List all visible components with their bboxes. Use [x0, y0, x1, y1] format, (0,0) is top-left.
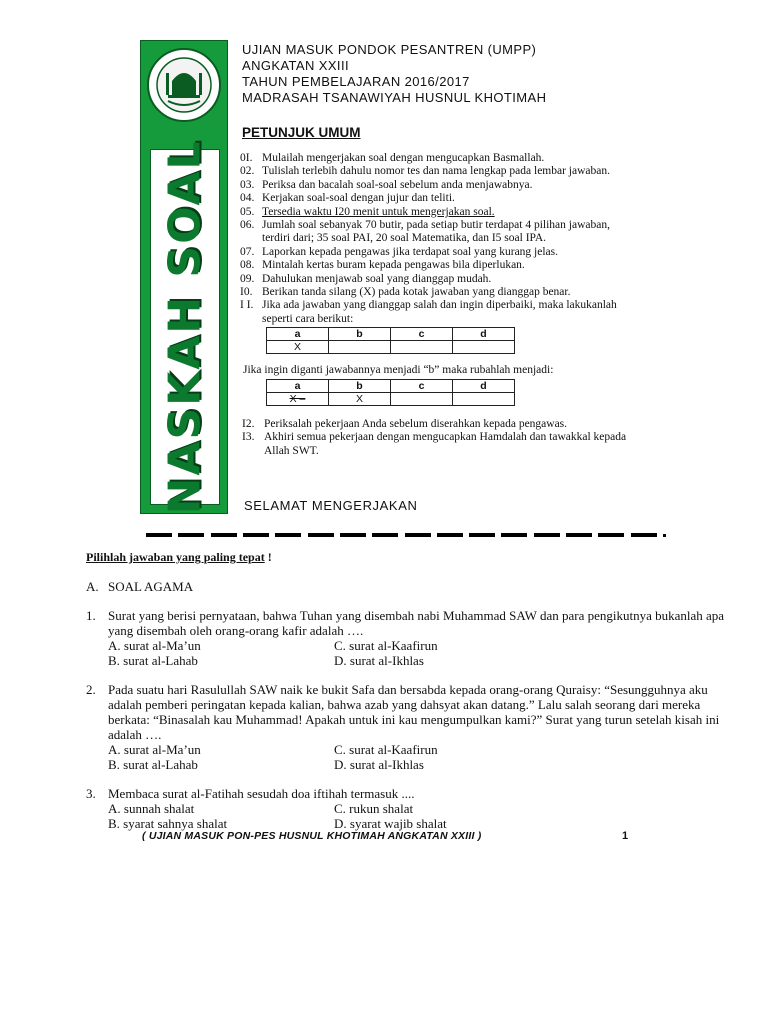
section-heading [86, 579, 726, 594]
answer-option: B. surat al-Lahab [108, 653, 198, 668]
table-header-b: b [329, 379, 391, 392]
corrected-answer-table [266, 379, 515, 406]
instruction-text: Dahulukan menjawab soal yang dianggap mudah. [262, 272, 492, 285]
instruction-number: 03. [240, 178, 255, 191]
instruction-item [240, 299, 640, 326]
header-line: ANGKATAN XXIII [242, 58, 349, 73]
instruction-number: 0I. [240, 152, 253, 164]
table-cell-crossed: X – [267, 392, 329, 405]
section-title: SOAL AGAMA [108, 579, 194, 594]
instruction-number: 09. [240, 272, 255, 285]
instruction-text: Berikan tanda silang (X) pada kotak jawaban yang dianggap benar. [262, 286, 571, 299]
instruction-number: 07. [240, 245, 255, 258]
instruction-item [240, 246, 640, 259]
answer-option: D. surat al-Ikhlas [334, 653, 424, 668]
instruction-number: 06. [240, 219, 255, 232]
instruction-text: Akhiri semua pekerjaan dengan mengucapkan Hamdalah dan tawakkal kepada Allah SWT. [264, 431, 627, 457]
example-answer-table [266, 327, 515, 354]
banner-title-box [150, 139, 220, 515]
instruction-number: 02. [240, 165, 255, 178]
answer-option: D. syarat wajib shalat [334, 816, 447, 831]
instruction-number: I3. [242, 431, 255, 444]
instruction-number: 05. [240, 205, 255, 218]
instruction-text: Laporkan kepada pengawas jika terdapat soal yang kurang jelas. [262, 245, 559, 258]
question-number: 1. [86, 608, 96, 623]
answer-option: A. sunnah shalat [108, 801, 195, 816]
question-item [86, 682, 726, 772]
table-header-c: c [391, 379, 453, 392]
school-logo-icon [146, 47, 222, 123]
change-answer-note: Jika ingin diganti jawabannya menjadi “b” maka rubahlah menjadi: [243, 364, 554, 377]
table-header-d: d [453, 379, 515, 392]
instruction-text: Jumlah soal sebanyak 70 butir, pada setiap butir terdapat 4 pilihan jawaban, terdiri dari; 35 soal PAI, 20 soal Matematika, dan I5 soal IPA. [262, 219, 610, 245]
page-number: 1 [622, 830, 629, 842]
question-item [86, 786, 726, 831]
header-line: MADRASAH TSANAWIYAH HUSNUL KHOTIMAH [242, 90, 547, 105]
table-cell [391, 341, 453, 354]
section-letter: A. [86, 579, 99, 594]
instruction-item [240, 259, 640, 272]
table-cell: X [267, 341, 329, 354]
instruction-text: Kerjakan soal-soal dengan jujur dan teliti. [262, 192, 455, 205]
table-header-c: c [391, 328, 453, 341]
instruction-number: 04. [240, 192, 255, 205]
instruction-item [240, 273, 640, 286]
instruction-item [240, 192, 640, 205]
answer-option: C. surat al-Kaafirun [334, 742, 438, 757]
instruction-text: Mintalah kertas buram kepada pengawas bila diperlukan. [262, 259, 525, 272]
question-item [86, 608, 726, 668]
question-section [86, 550, 726, 831]
instruction-text: Periksa dan bacalah soal-soal sebelum anda menjawabnya. [262, 178, 533, 191]
instruction-number: 08. [240, 259, 255, 272]
closing-greeting: SELAMAT MENGERJAKAN [244, 498, 418, 513]
instruction-item [242, 418, 640, 431]
exam-header [242, 42, 546, 106]
instruction-text: Jika ada jawaban yang dianggap salah dan ingin diperbaiki, maka lakukanlah seperti cara berikut: [262, 299, 617, 325]
table-cell [391, 392, 453, 405]
instruction-item [240, 152, 640, 165]
instruction-list [240, 152, 640, 458]
general-instructions-heading: PETUNJUK UMUM [242, 125, 361, 140]
question-text: Pada suatu hari Rasulullah SAW naik ke bukit Safa dan bersabda kepada orang-orang Quraisy: “Sesungguhnya aku adalah pemberi peringatan kepada kalian, bahwa azab yang dahsyat akan datang.” Lalu salah seorang dari mereka berkata: “Binasalah kau Muhammad! Apakah untuk ini kau mengumpulkan kami?” Surat yang turun setelah kisah ini adalah …. [108, 682, 720, 742]
table-cell: X [329, 392, 391, 405]
header-line: TAHUN PEMBELAJARAN 2016/2017 [242, 74, 470, 89]
instruction-item [240, 206, 640, 219]
answer-option: B. syarat sahnya shalat [108, 816, 228, 831]
answer-option: D. surat al-Ikhlas [334, 757, 424, 772]
dashed-separator [146, 532, 666, 538]
instruction-item [240, 286, 640, 299]
table-cell [329, 341, 391, 354]
answer-option: C. surat al-Kaafirun [334, 638, 438, 653]
instruction-item [240, 165, 640, 178]
side-banner [140, 40, 228, 514]
instruction-text: Mulailah mengerjakan soal dengan mengucapkan Basmallah. [262, 152, 545, 164]
instruction-item [240, 219, 640, 246]
table-header-d: d [453, 328, 515, 341]
table-cell [453, 341, 515, 354]
table-header-a: a [267, 379, 329, 392]
answer-option: B. surat al-Lahab [108, 757, 198, 772]
page-footer: ( UJIAN MASUK PON-PES HUSNUL KHOTIMAH ANGKATAN XXIII ) [142, 830, 482, 842]
question-text: Surat yang berisi pernyataan, bahwa Tuhan yang disembah nabi Muhammad SAW dan para pengikutnya bukanlah apa yang disembah oleh orang-orang kafir adalah …. [108, 608, 725, 638]
instruction-item [240, 179, 640, 192]
answer-option: C. rukun shalat [334, 801, 414, 816]
question-number: 2. [86, 682, 96, 697]
question-number: 3. [86, 786, 96, 801]
header-line: UJIAN MASUK PONDOK PESANTREN (UMPP) [242, 42, 537, 57]
instruction-number: I I. [240, 299, 254, 312]
instruction-text: Tersedia waktu I20 menit untuk mengerjakan soal. [262, 205, 495, 218]
instruction-text: Tulislah terlebih dahulu nomor tes dan nama lengkap pada lembar jawaban. [262, 165, 610, 178]
question-text: Membaca surat al-Fatihah sesudah doa iftihah termasuk .... [108, 786, 415, 801]
instruction-text: Periksalah pekerjaan Anda sebelum diserahkan kepada pengawas. [264, 417, 568, 430]
instruction-number: I0. [240, 286, 253, 299]
instruction-number: I2. [242, 417, 255, 430]
answer-instruction: Pilihlah jawaban yang paling tepat ! [86, 550, 272, 564]
banner-title: NASKAH SOAL [159, 139, 211, 515]
table-header-b: b [329, 328, 391, 341]
table-header-a: a [267, 328, 329, 341]
table-cell [453, 392, 515, 405]
answer-option: A. surat al-Ma’un [108, 742, 201, 757]
answer-option: A. surat al-Ma’un [108, 638, 201, 653]
instruction-item [242, 431, 640, 458]
